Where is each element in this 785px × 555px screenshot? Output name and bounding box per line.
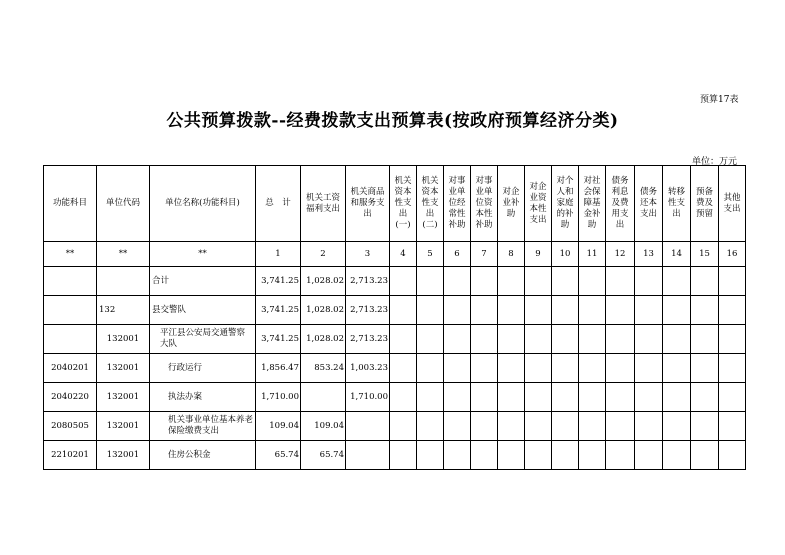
goods-services-cell: 1,003.23 bbox=[346, 354, 390, 383]
budget-table bbox=[43, 165, 746, 470]
header-cell: 机关资本性支出(一) bbox=[390, 166, 417, 242]
total-cell: 65.74 bbox=[256, 441, 301, 470]
function-code-cell bbox=[44, 325, 97, 354]
header-cell: 机关工资福利支出 bbox=[301, 166, 346, 242]
goods-services-cell: 2,713.23 bbox=[346, 267, 390, 296]
salary-cell: 1,028.02 bbox=[301, 267, 346, 296]
function-code-cell: 2040220 bbox=[44, 383, 97, 412]
unit-name-cell: 机关事业单位基本养老保险缴费支出 bbox=[150, 412, 256, 441]
header-cell: 对事业单位资本性补助 bbox=[471, 166, 498, 242]
unit-name-cell: 合计 bbox=[150, 267, 256, 296]
header-cell: 转移性支出 bbox=[663, 166, 691, 242]
table-row bbox=[44, 412, 746, 441]
goods-services-cell: 1,710.00 bbox=[346, 383, 390, 412]
function-code-cell: 2080505 bbox=[44, 412, 97, 441]
table-row bbox=[44, 325, 746, 354]
total-cell: 1,710.00 bbox=[256, 383, 301, 412]
header-cell: 预备费及预留 bbox=[691, 166, 719, 242]
index-cell: 9 bbox=[525, 242, 552, 267]
unit-name-cell: 执法办案 bbox=[150, 383, 256, 412]
header-cell: 对企业补助 bbox=[498, 166, 525, 242]
table-row bbox=[44, 383, 746, 412]
goods-services-cell bbox=[346, 412, 390, 441]
index-cell: 15 bbox=[691, 242, 719, 267]
page-title: 公共预算拨款--经费拨款支出预算表(按政府预算经济分类) bbox=[166, 111, 619, 131]
index-cell: 7 bbox=[471, 242, 498, 267]
unit-code-cell: 132001 bbox=[97, 325, 150, 354]
header-cell: 功能科目 bbox=[44, 166, 97, 242]
form-number: 预算17表 bbox=[700, 95, 739, 105]
unit-name-cell: 平江县公安局交通警察大队 bbox=[150, 325, 256, 354]
goods-services-cell: 2,713.23 bbox=[346, 296, 390, 325]
index-cell: 12 bbox=[606, 242, 635, 267]
header-cell: 单位代码 bbox=[97, 166, 150, 242]
salary-cell: 1,028.02 bbox=[301, 325, 346, 354]
header-row bbox=[44, 166, 746, 242]
unit-code-cell: 132001 bbox=[97, 412, 150, 441]
header-cell: 对社会保障基金补助 bbox=[579, 166, 606, 242]
table-row bbox=[44, 267, 746, 296]
index-cell: 1 bbox=[256, 242, 301, 267]
unit-code-cell bbox=[97, 267, 150, 296]
goods-services-cell bbox=[346, 441, 390, 470]
header-cell: 单位名称(功能科目) bbox=[150, 166, 256, 242]
salary-cell bbox=[301, 383, 346, 412]
index-cell: 2 bbox=[301, 242, 346, 267]
index-cell: 16 bbox=[719, 242, 746, 267]
index-cell: 8 bbox=[498, 242, 525, 267]
unit-name-cell: 行政运行 bbox=[150, 354, 256, 383]
total-cell: 3,741.25 bbox=[256, 325, 301, 354]
function-code-cell: 2210201 bbox=[44, 441, 97, 470]
total-cell: 3,741.25 bbox=[256, 267, 301, 296]
index-cell: ** bbox=[44, 242, 97, 267]
header-cell: 其他支出 bbox=[719, 166, 746, 242]
salary-cell: 853.24 bbox=[301, 354, 346, 383]
header-cell: 债务还本支出 bbox=[635, 166, 663, 242]
index-cell: 11 bbox=[579, 242, 606, 267]
index-cell: 13 bbox=[635, 242, 663, 267]
unit-name-cell: 县交警队 bbox=[150, 296, 256, 325]
header-cell: 债务利息及费用支出 bbox=[606, 166, 635, 242]
index-cell: 3 bbox=[346, 242, 390, 267]
salary-cell: 109.04 bbox=[301, 412, 346, 441]
salary-cell: 1,028.02 bbox=[301, 296, 346, 325]
index-cell: ** bbox=[150, 242, 256, 267]
unit-code-cell: 132 bbox=[97, 296, 150, 325]
index-cell: 10 bbox=[552, 242, 579, 267]
goods-services-cell: 2,713.23 bbox=[346, 325, 390, 354]
total-cell: 3,741.25 bbox=[256, 296, 301, 325]
unit-code-cell: 132001 bbox=[97, 441, 150, 470]
header-cell: 机关商品和服务支出 bbox=[346, 166, 390, 242]
table-row bbox=[44, 354, 746, 383]
unit-code-cell: 132001 bbox=[97, 383, 150, 412]
header-cell: 对企业资本性支出 bbox=[525, 166, 552, 242]
unit-name-cell: 住房公积金 bbox=[150, 441, 256, 470]
unit-code-cell: 132001 bbox=[97, 354, 150, 383]
index-cell: ** bbox=[97, 242, 150, 267]
header-cell: 对事业单位经常性补助 bbox=[444, 166, 471, 242]
unit-label: 单位：万元 bbox=[692, 157, 738, 167]
index-cell: 5 bbox=[417, 242, 444, 267]
index-cell: 6 bbox=[444, 242, 471, 267]
function-code-cell bbox=[44, 267, 97, 296]
function-code-cell bbox=[44, 296, 97, 325]
header-cell: 对个人和家庭的补助 bbox=[552, 166, 579, 242]
index-cell: 14 bbox=[663, 242, 691, 267]
header-cell: 总 计 bbox=[256, 166, 301, 242]
header-cell: 机关资本性支出(二) bbox=[417, 166, 444, 242]
total-cell: 109.04 bbox=[256, 412, 301, 441]
index-row bbox=[44, 242, 746, 267]
total-cell: 1,856.47 bbox=[256, 354, 301, 383]
table-row bbox=[44, 296, 746, 325]
index-cell: 4 bbox=[390, 242, 417, 267]
table-row bbox=[44, 441, 746, 470]
salary-cell: 65.74 bbox=[301, 441, 346, 470]
function-code-cell: 2040201 bbox=[44, 354, 97, 383]
